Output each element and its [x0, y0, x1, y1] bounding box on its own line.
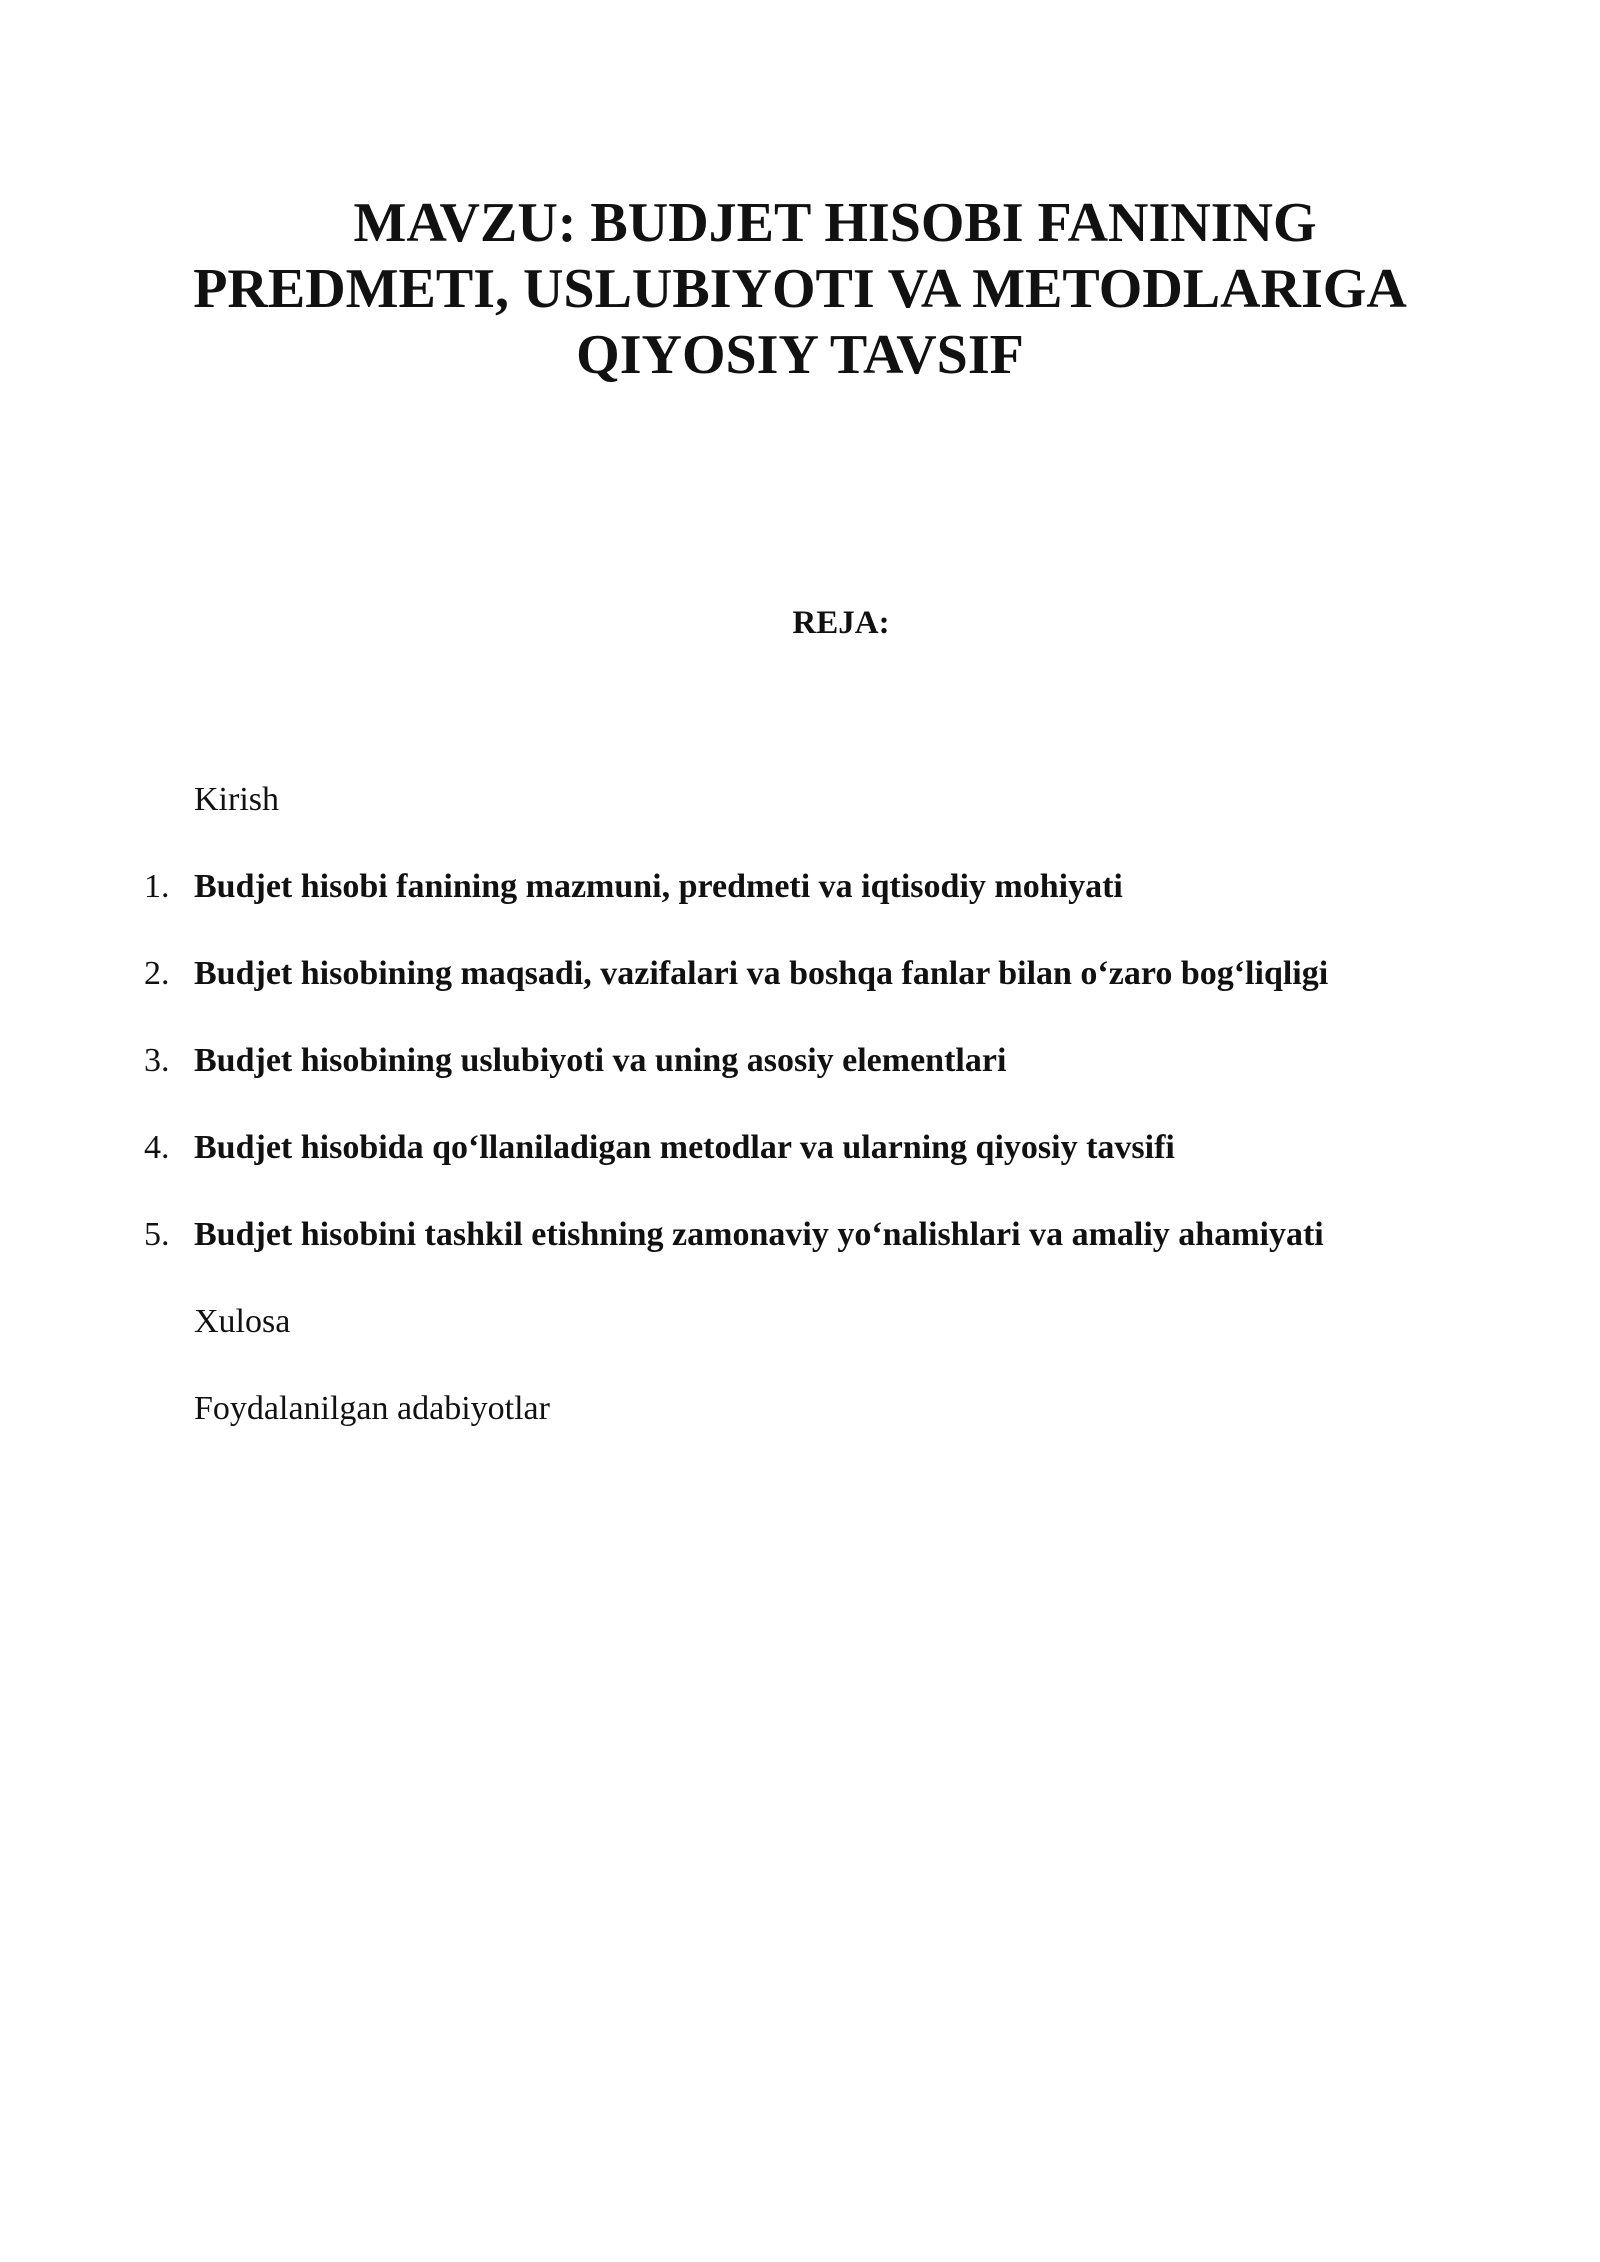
plan-references — [0, 1387, 1600, 1431]
plan-item — [0, 952, 1600, 996]
plan-item — [0, 865, 1600, 909]
title-line-1: MAVZU: BUDJET HISOBI FANINING — [353, 192, 1317, 254]
plan-item-text: Budjet hisobida qo‘llaniladigan metodlar va ularning qiyosiy tavsifi — [194, 1129, 1175, 1166]
page-title — [140, 190, 1460, 388]
plan-item-number: 4. — [144, 1129, 170, 1166]
plan-item-number: 1. — [144, 868, 170, 905]
title-line-2: PREDMETI, USLUBIYOTI VA METODLARIGA — [193, 258, 1407, 320]
title-line-3: QIYOSIY TAVSIF — [576, 324, 1024, 386]
plan-item-number: 3. — [144, 1042, 170, 1079]
plan-heading: REJA: — [792, 605, 890, 641]
plan-item-text: Budjet hisobini tashkil etishning zamonaviy yo‘nalishlari va amaliy ahamiyati — [194, 1216, 1324, 1253]
plan-intro-text: Kirish — [194, 781, 279, 818]
plan-item-number: 2. — [144, 955, 170, 992]
plan-conclusion-text: Xulosa — [194, 1303, 291, 1340]
plan-references-text: Foydalanilgan adabiyotlar — [194, 1390, 550, 1427]
plan-item-text: Budjet hisobining maqsadi, vazifalari va boshqa fanlar bilan o‘zaro bog‘liqligi — [194, 955, 1329, 992]
plan-intro — [0, 778, 1600, 822]
plan-item — [0, 1126, 1600, 1170]
plan-item — [0, 1213, 1600, 1257]
plan-conclusion — [0, 1300, 1600, 1344]
plan-item-text: Budjet hisobi fanining mazmuni, predmeti va iqtisodiy mohiyati — [194, 868, 1123, 905]
plan-item-number: 5. — [144, 1216, 170, 1253]
plan-item-text: Budjet hisobining uslubiyoti va uning asosiy elementlari — [194, 1042, 1007, 1079]
plan-item — [0, 1039, 1600, 1083]
